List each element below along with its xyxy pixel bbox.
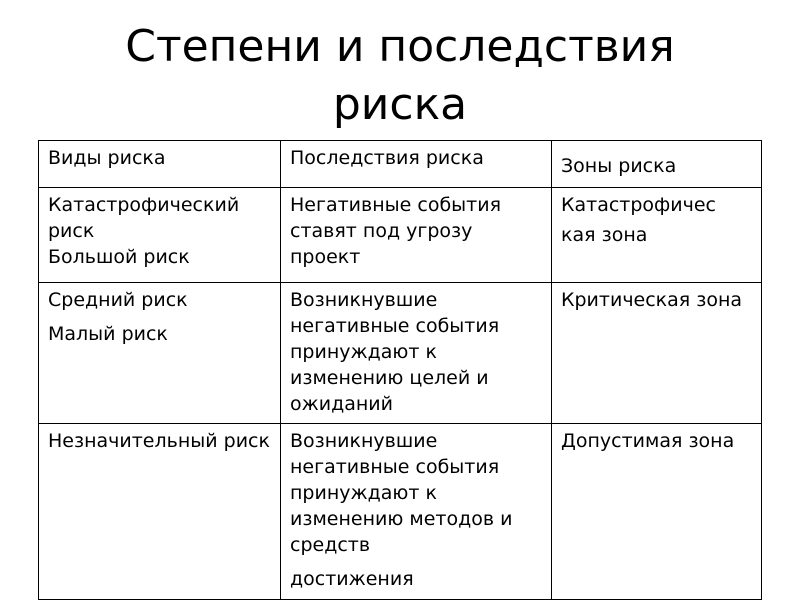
cell-zone [552,283,762,424]
cell-risk-types [39,188,281,283]
cell-consequence [281,188,552,283]
cell-consequence [281,424,552,600]
consequence-text: Негативные события ставят под угрозу проект [290,194,502,268]
cell-zone [552,188,762,283]
header-consequences: Последствия риска [290,147,484,169]
consequence-text-part-2: достижения [290,568,414,590]
slide-title [0,18,800,134]
zone-text-part-2: кая зона [561,224,648,246]
cell-risk-types [39,424,281,600]
zone-text-part-1: Катастрофичес [561,194,716,216]
table-row [39,424,762,600]
header-cell-risk-types [39,141,281,188]
risk-table [38,140,762,600]
risk-type-major: Большой риск [48,246,190,268]
header-zones: Зоны риска [561,155,677,177]
header-cell-consequences [281,141,552,188]
table-row [39,188,762,283]
risk-type-minor: Малый риск [48,323,168,345]
cell-risk-types [39,283,281,424]
cell-zone [552,424,762,600]
consequence-text: Возникнувшие негативные события принуждают к изменению целей и ожиданий [290,289,500,415]
risk-type-medium: Средний риск [48,289,188,311]
table-header-row [39,141,762,188]
zone-text: Критическая зона [561,289,743,311]
risk-type-insignificant: Незначительный риск [48,430,270,452]
risk-type-catastrophic: Катастрофический риск [48,194,240,242]
cell-consequence [281,283,552,424]
consequence-text-part-1: Возникнувшие негативные события принуждают к изменению методов и средств [290,430,513,556]
slide-title-line-1: Степени и последствия [125,21,675,72]
header-cell-zones [552,141,762,188]
slide-title-line-2: риска [332,79,468,130]
table-row [39,283,762,424]
zone-text: Допустимая зона [561,430,735,452]
header-risk-types: Виды риска [48,147,166,169]
